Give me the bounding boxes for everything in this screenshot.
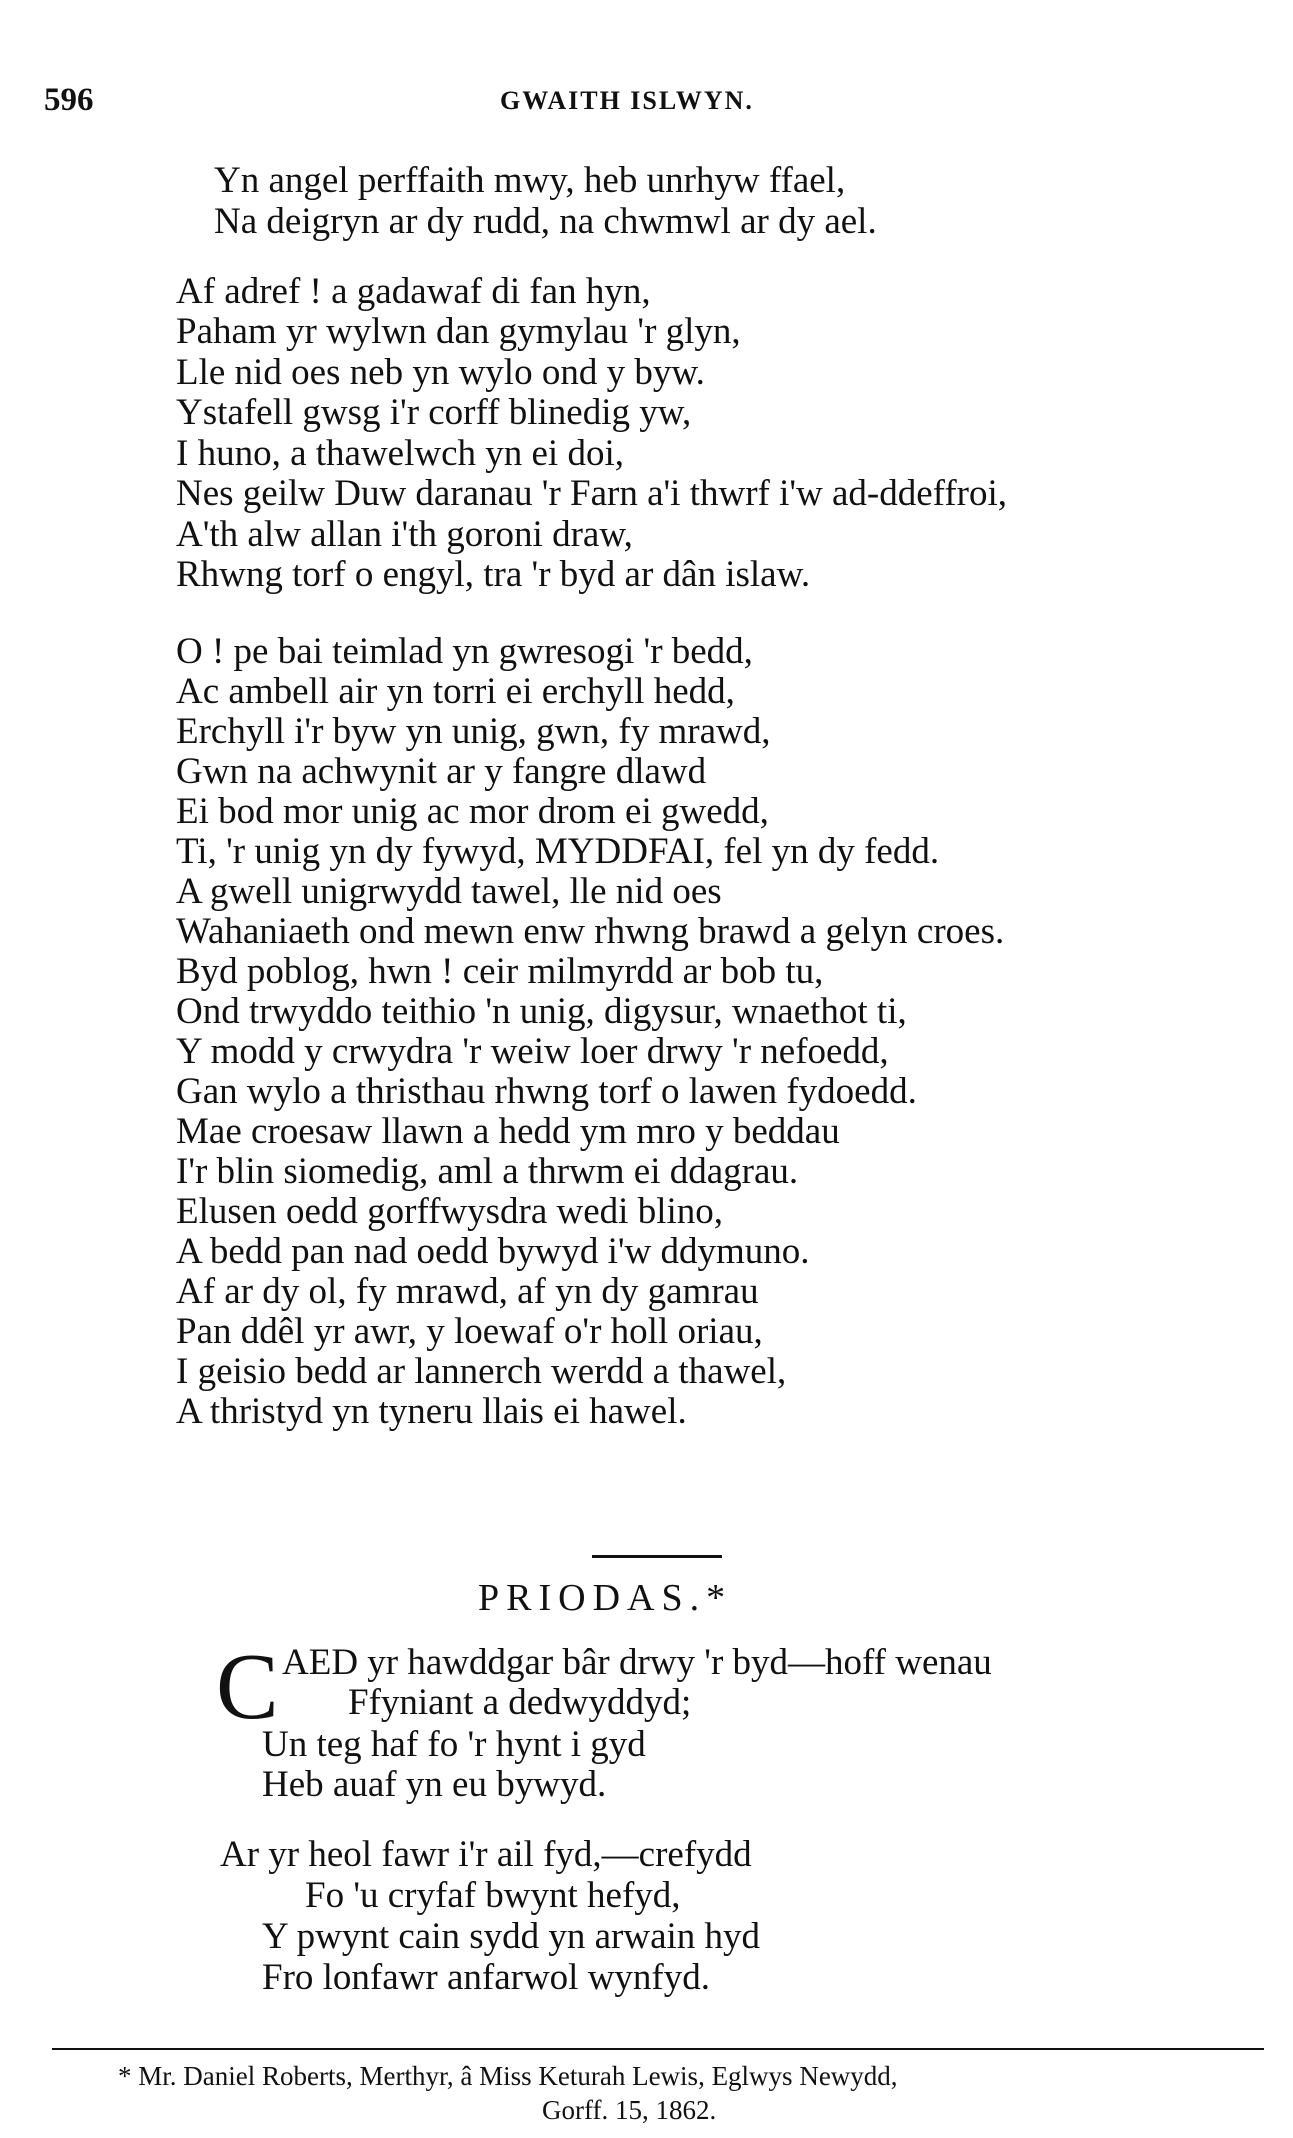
verse-line: Ei bod mor unig ac mor drom ei gwedd, (176, 791, 769, 832)
page-number: 596 (44, 82, 94, 118)
verse-line: Mae croesaw llawn a hedd ym mro y beddau (176, 1111, 840, 1152)
verse-line: Nes geilw Duw daranau 'r Farn a'i thwrf i'w ad-ddeffroi, (176, 473, 1008, 514)
verse-line: Rhwng torf o engyl, tra 'r byd ar dân islaw. (176, 554, 811, 595)
verse-line: I'r blin siomedig, aml a thrwm ei ddagrau. (176, 1151, 799, 1192)
verse-line: Lle nid oes neb yn wylo ond y byw. (176, 352, 705, 393)
verse-line: Byd poblog, hwn ! ceir milmyrdd ar bob tu, (176, 951, 824, 992)
verse-line: Ti, 'r unig yn dy fywyd, MYDDFAI, fel yn dy fedd. (176, 831, 940, 872)
verse-line: O ! pe bai teimlad yn gwresogi 'r bedd, (176, 631, 753, 672)
verse-line: Na deigryn ar dy rudd, na chwmwl ar dy ael. (214, 201, 877, 242)
page-header (0, 82, 1293, 122)
verse-line: Heb auaf yn eu bywyd. (262, 1764, 607, 1805)
verse-line: AED yr hawddgar bâr drwy 'r byd—hoff wenau (282, 1642, 992, 1683)
verse-line: Af adref ! a gadawaf di fan hyn, (176, 271, 651, 312)
verse-line: Un teg haf fo 'r hynt i gyd (262, 1724, 646, 1765)
verse-line: A bedd pan nad oedd bywyd i'w ddymuno. (176, 1231, 810, 1272)
verse-line: Af ar dy ol, fy mrawd, af yn dy gamrau (176, 1271, 759, 1312)
footnote-rule (52, 2048, 1264, 2050)
verse-line: Ar yr heol fawr i'r ail fyd,—crefydd (220, 1834, 752, 1875)
footnote-line: Gorff. 15, 1862. (542, 2095, 717, 2125)
footnote-line: * Mr. Daniel Roberts, Merthyr, â Miss Keturah Lewis, Eglwys Newydd, (118, 2061, 898, 2091)
verse-line: Elusen oedd gorffwysdra wedi blino, (176, 1191, 724, 1232)
verse-line: Fro lonfawr anfarwol wynfyd. (262, 1957, 710, 1998)
verse-line: Fo 'u cryfaf bwynt hefyd, (305, 1875, 681, 1916)
poem-title: PRIODAS.* (478, 1577, 733, 1619)
drop-cap: C (216, 1635, 279, 1739)
verse-line: I geisio bedd ar lannerch werdd a thawel, (176, 1351, 787, 1392)
section-divider (592, 1555, 722, 1558)
verse-line: Ffyniant a dedwyddyd; (348, 1682, 692, 1723)
verse-line: A gwell unigrwydd tawel, lle nid oes (176, 871, 722, 912)
verse-line: Gan wylo a thristhau rhwng torf o lawen fydoedd. (176, 1071, 917, 1112)
verse-line: Gwn na achwynit ar y fangre dlawd (176, 751, 707, 792)
verse-line: Erchyll i'r byw yn unig, gwn, fy mrawd, (176, 711, 771, 752)
verse-line: Wahaniaeth ond mewn enw rhwng brawd a gelyn croes. (176, 911, 1005, 952)
verse-line: Paham yr wylwn dan gymylau 'r glyn, (176, 311, 741, 352)
verse-line: Pan ddêl yr awr, y loewaf o'r holl oriau, (176, 1311, 763, 1352)
running-title: GWAITH ISLWYN. (500, 86, 754, 115)
verse-line: Yn angel perffaith mwy, heb unrhyw ffael, (214, 160, 846, 201)
verse-line: A'th alw allan i'th goroni draw, (176, 514, 633, 555)
verse-line: Ystafell gwsg i'r corff blinedig yw, (176, 392, 692, 433)
verse-line: Ond trwyddo teithio 'n unig, digysur, wnaethot ti, (176, 991, 907, 1032)
verse-line: A thristyd yn tyneru llais ei hawel. (176, 1391, 687, 1432)
verse-line: I huno, a thawelwch yn ei doi, (176, 433, 624, 474)
verse-line: Y modd y crwydra 'r weiw loer drwy 'r nefoedd, (176, 1031, 889, 1072)
verse-line: Y pwynt cain sydd yn arwain hyd (262, 1916, 761, 1957)
verse-line: Ac ambell air yn torri ei erchyll hedd, (176, 671, 735, 712)
